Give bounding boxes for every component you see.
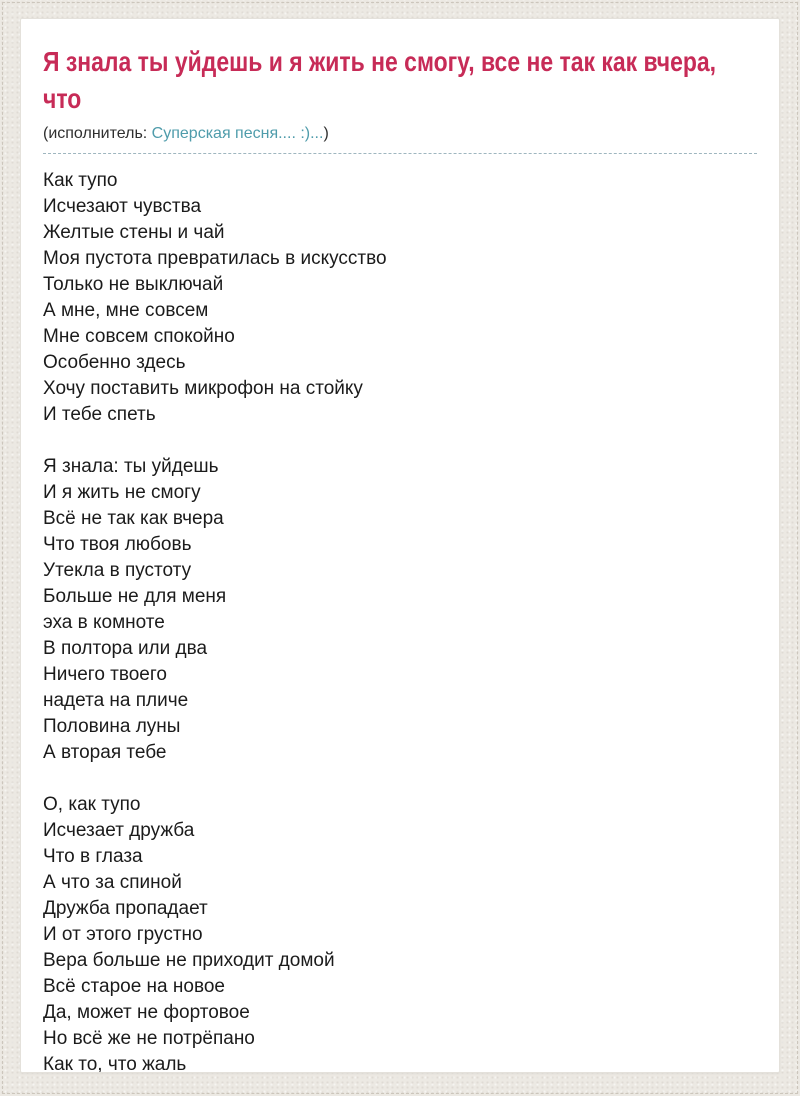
lyric-line: Вера больше не приходит домой <box>43 950 335 971</box>
lyric-line: Как то, что жаль <box>43 1054 187 1073</box>
lyric-line: Исчезает дружба <box>43 820 195 841</box>
artist-label: (исполнитель: <box>43 125 152 142</box>
page-title-line-2: что <box>43 83 82 114</box>
lyric-line: Утекла в пустоту <box>43 560 192 581</box>
lyric-line <box>43 428 757 454</box>
lyric-line: И тебе спеть <box>43 404 156 425</box>
lyric-line: А вторая тебе <box>43 742 167 763</box>
artist-row <box>43 124 757 154</box>
artist-link[interactable]: Суперская песня.... :)... <box>151 125 324 142</box>
lyric-line: Что в глаза <box>43 846 143 867</box>
lyric-line: А мне, мне совсем <box>43 300 209 321</box>
artist-label-suffix: ) <box>323 125 329 142</box>
lyric-line: Всё не так как вчера <box>43 508 224 529</box>
page-title-line-1: Я знала ты уйдешь и я жить не смогу, все не так как вчера, <box>43 46 717 77</box>
lyric-line: Я знала: ты уйдешь <box>43 456 219 477</box>
lyrics-text <box>43 168 757 1073</box>
lyric-line: Но всё же не потрёпано <box>43 1028 255 1049</box>
lyric-line: Половина луны <box>43 716 181 737</box>
lyric-line: Особенно здесь <box>43 352 186 373</box>
lyric-line: Что твоя любовь <box>43 534 192 555</box>
lyric-line: А что за спиной <box>43 872 182 893</box>
lyrics-card <box>20 18 780 1073</box>
page-title <box>43 43 757 117</box>
lyric-line: И я жить не смогу <box>43 482 201 503</box>
lyric-line: Мне совсем спокойно <box>43 326 235 347</box>
lyric-line: Желтые стены и чай <box>43 222 225 243</box>
lyric-line: И от этого грустно <box>43 924 203 945</box>
lyric-line: Моя пустота превратилась в искусство <box>43 248 387 269</box>
lyric-line <box>43 766 757 792</box>
lyric-line: Исчезают чувства <box>43 196 202 217</box>
lyric-line: Только не выключай <box>43 274 224 295</box>
lyric-line: В полтора или два <box>43 638 208 659</box>
lyric-line: Хочу поставить микрофон на стойку <box>43 378 363 399</box>
lyric-line: Больше не для меня <box>43 586 227 607</box>
lyric-line: Дружба пропадает <box>43 898 208 919</box>
lyric-line: Да, может не фортовое <box>43 1002 250 1023</box>
lyric-line: эха в комноте <box>43 612 165 633</box>
lyric-line: Ничего твоего <box>43 664 167 685</box>
lyric-line: Всё старое на новое <box>43 976 225 997</box>
lyric-line: О, как тупо <box>43 794 141 815</box>
lyric-line: надета на пличе <box>43 690 189 711</box>
lyric-line: Как тупо <box>43 170 118 191</box>
